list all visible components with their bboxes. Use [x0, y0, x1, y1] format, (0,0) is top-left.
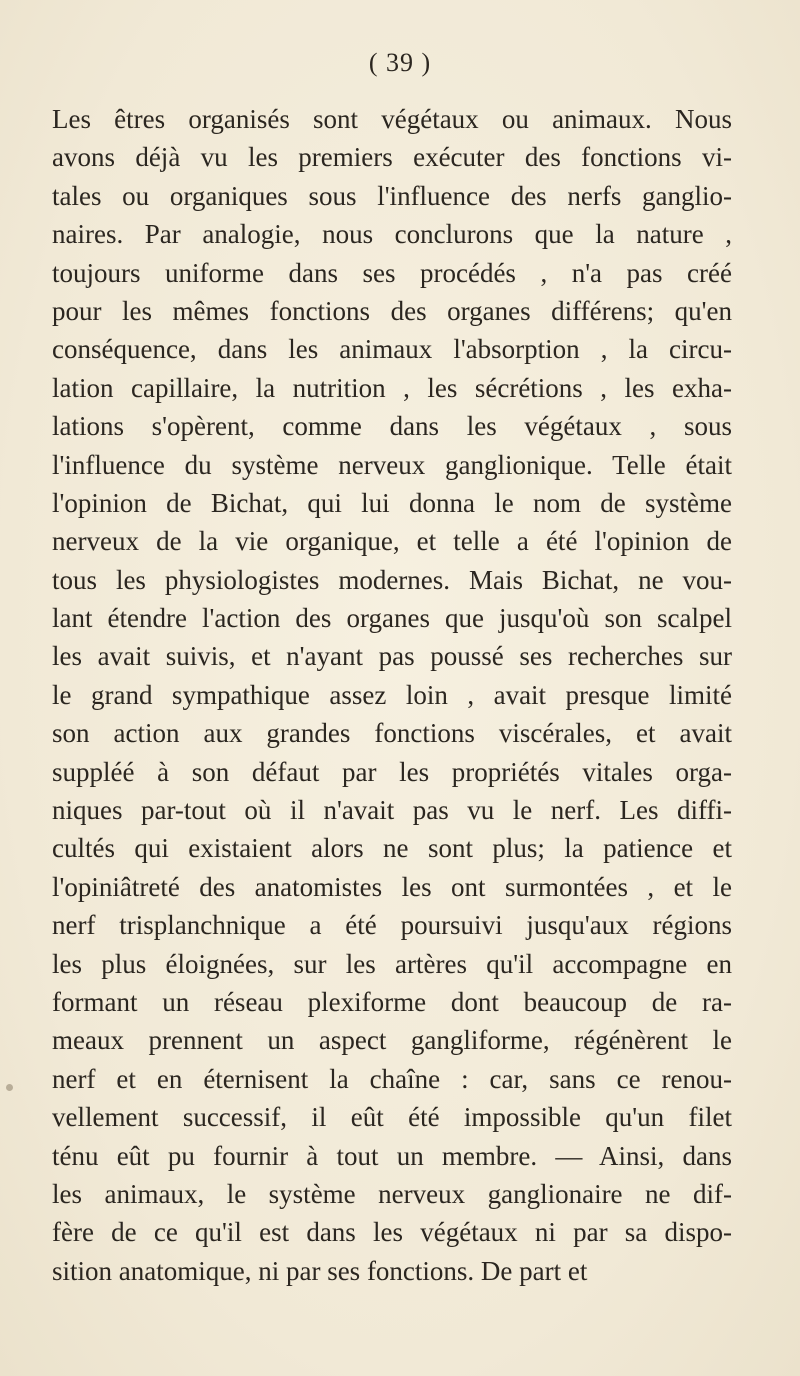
text-line: avons déjà vu les premiers exécuter des fonctions vi-: [52, 142, 732, 173]
text-line: son action aux grandes fonctions viscérales, et avait: [52, 718, 732, 749]
text-line: l'opiniâtreté des anatomistes les ont surmontées , et le: [52, 871, 732, 902]
text-line: tales ou organiques sous l'influence des nerfs ganglio-: [52, 180, 732, 211]
text-line: fère de ce qu'il est dans les végétaux ni par sa dispo-: [52, 1217, 732, 1248]
text-line: lations s'opèrent, comme dans les végétaux , sous: [52, 411, 732, 442]
text-line: le grand sympathique assez loin , avait presque limité: [52, 679, 732, 710]
text-line: lation capillaire, la nutrition , les sécrétions , les exha-: [52, 372, 732, 403]
page-number: ( 39 ): [368, 48, 432, 77]
text-line: nerveux de la vie organique, et telle a été l'opinion de: [52, 526, 732, 557]
text-line: nerf trisplanchnique a été poursuivi jusqu'aux régions: [52, 910, 732, 941]
text-line: toujours uniforme dans ses procédés , n'a pas créé: [52, 257, 732, 288]
text-line: vellement successif, il eût été impossible qu'un filet: [52, 1102, 732, 1133]
text-line: suppléé à son défaut par les propriétés vitales orga-: [52, 756, 732, 787]
text-line: ténu eût pu fournir à tout un membre. — Ainsi, dans: [52, 1140, 732, 1171]
text-line: pour les mêmes fonctions des organes différens; qu'en: [52, 295, 732, 326]
text-line: niques par-tout où il n'avait pas vu le nerf. Les diffi-: [52, 795, 732, 826]
text-line: naires. Par analogie, nous conclurons que la nature ,: [52, 219, 732, 250]
text-line: les avait suivis, et n'ayant pas poussé ses recherches sur: [52, 641, 732, 672]
text-line: Les êtres organisés sont végétaux ou animaux. Nous: [52, 104, 732, 134]
body-text: [52, 100, 732, 1290]
text-line: nerf et en éternisent la chaîne : car, sans ce renou-: [52, 1063, 732, 1094]
text-line: meaux prennent un aspect gangliforme, régénèrent le: [52, 1025, 732, 1056]
text-line: tous les physiologistes modernes. Mais Bichat, ne vou-: [52, 564, 732, 595]
text-line: formant un réseau plexiforme dont beaucoup de ra-: [52, 986, 732, 1017]
text-line: cultés qui existaient alors ne sont plus; la patience et: [52, 833, 732, 864]
text-line: lant étendre l'action des organes que jusqu'où son scalpel: [52, 603, 732, 634]
text-line: les plus éloignées, sur les artères qu'il accompagne en: [52, 948, 732, 979]
text-line: l'influence du système nerveux ganglionique. Telle était: [52, 449, 732, 480]
paper-spot: [6, 1084, 13, 1091]
text-line: sition anatomique, ni par ses fonctions. De part et: [52, 1255, 588, 1286]
text-line: conséquence, dans les animaux l'absorption , la circu-: [52, 334, 732, 365]
text-line: l'opinion de Bichat, qui lui donna le nom de système: [52, 487, 732, 518]
text-line: les animaux, le système nerveux ganglionaire ne dif-: [52, 1178, 732, 1209]
